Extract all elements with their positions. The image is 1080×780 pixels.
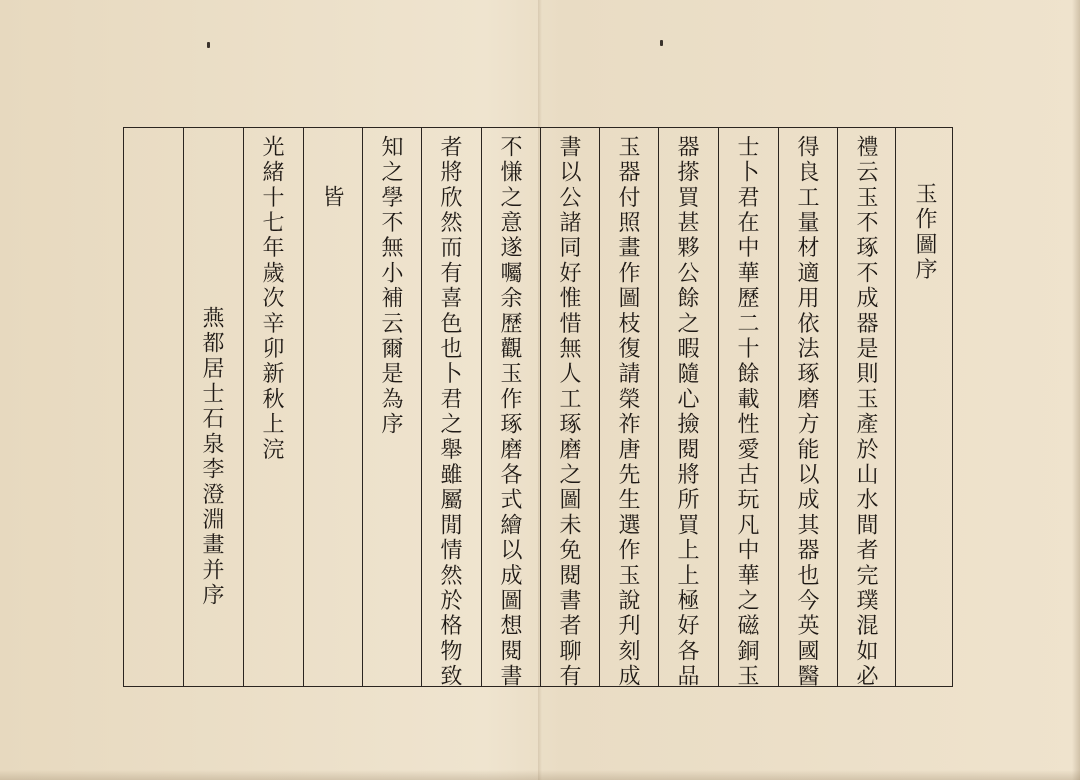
preface-line-6: 書以公諸同好惟惜無人工琢磨之圖未免閱書者聊有 — [556, 135, 581, 690]
paper-speck — [207, 42, 210, 48]
preface-signature: 燕都居士石泉李澄淵畫并序 — [199, 306, 224, 609]
paper-speck — [660, 40, 663, 46]
page-edge-right — [1072, 0, 1080, 780]
preface-line-2: 得良工量材適用依法琢磨方能以成其器也今英國醫 — [794, 135, 819, 690]
column-rule — [303, 127, 304, 687]
preface-line-4: 器搽買甚夥公餘之暇隨心撿閱將所買上上極好各品 — [674, 135, 699, 690]
preface-line-9: 知之學不無小補云爾是為序 — [378, 135, 403, 438]
preface-line-5: 玉器付照畫作圖枝復請榮祚唐先生選作玉說刋刻成 — [615, 135, 640, 690]
preface-line-1: 禮云玉不琢不成器是則玉產於山水間者完璞混如必 — [853, 135, 878, 690]
preface-date-line: 光緒十七年歲次辛卯新秋上浣 — [259, 135, 284, 463]
column-rule — [895, 127, 896, 687]
blank-column-marker: 皆 — [319, 185, 344, 211]
preface-line-7: 不慊之意遂囑余歷觀玉作琢磨各式繪以成圖想閱書 — [497, 135, 522, 690]
preface-line-3: 士卜君在中華歷二十餘載性愛古玩凡中華之磁銅玉 — [734, 135, 759, 690]
preface-line-8: 者將欣然而有喜色也卜君之舉雖屬閒情然於格物致 — [437, 135, 462, 690]
page-edge-bottom — [0, 770, 1080, 780]
preface-title: 玉作圖序 — [912, 182, 937, 283]
